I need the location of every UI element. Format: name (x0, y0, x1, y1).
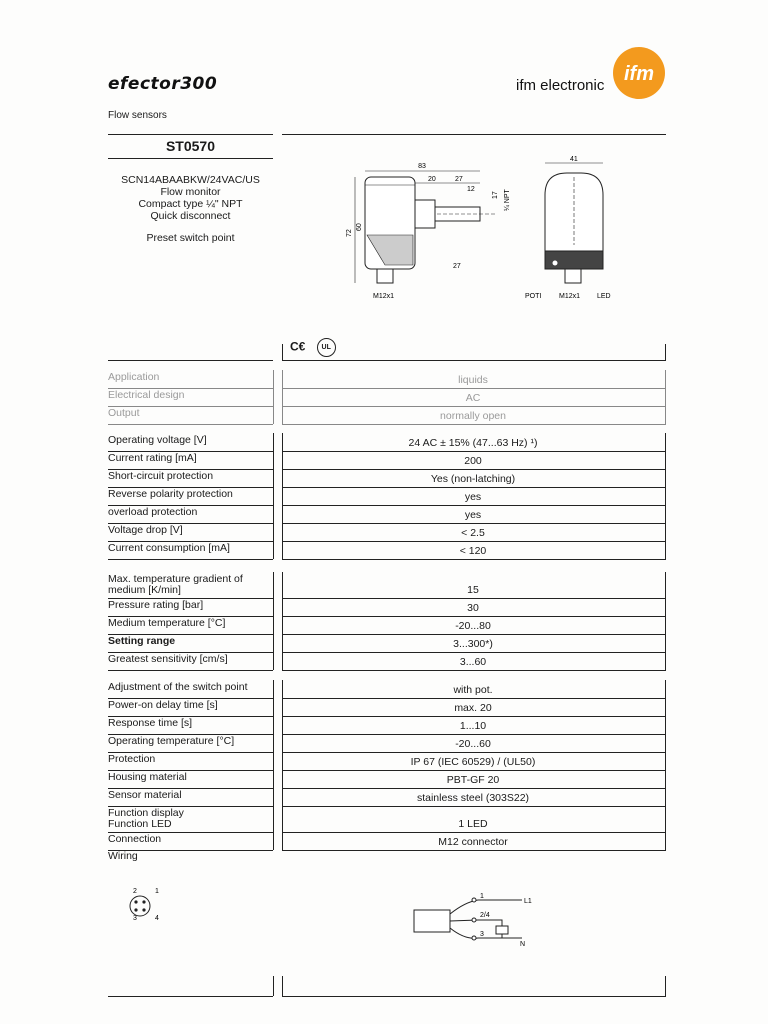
spec-label-text: Connection (108, 833, 162, 845)
spec-label (108, 390, 184, 401)
row-divider (282, 598, 666, 599)
row-divider (282, 698, 666, 699)
wiring-label: Wiring (108, 850, 138, 862)
dim-72: 72 (346, 229, 353, 237)
spec-value: 1 LED (458, 818, 488, 830)
dim-41: 41 (570, 156, 578, 163)
spec-label-text: Greatest sensitivity [cm/s] (108, 653, 228, 665)
row-divider (108, 559, 273, 560)
row-divider (282, 832, 666, 833)
spec-label-text: Pressure rating [bar] (108, 599, 204, 611)
spec-label (108, 618, 225, 629)
model-number: ST0570 (165, 138, 216, 154)
spec-label-text: Max. temperature gradient of (108, 573, 243, 585)
wire-2-4: 2/4 (480, 912, 490, 919)
spec-label (108, 808, 184, 830)
spec-label-text: Response time [s] (108, 717, 193, 729)
dim-20: 20 (428, 176, 436, 183)
row-divider (282, 806, 666, 807)
brand-logo: efector300 (108, 74, 218, 94)
row-divider (282, 770, 666, 771)
desc-line: Compact type ¼" NPT (138, 198, 243, 210)
row-divider (282, 469, 666, 470)
label-n: N (520, 941, 526, 948)
pin-3: 3 (133, 915, 137, 922)
row-divider (282, 541, 666, 542)
spec-value: PBT-GF 20 (446, 774, 500, 786)
spec-label (108, 471, 213, 482)
spec-label (108, 453, 197, 464)
spec-value: with pot. (453, 684, 493, 696)
spec-label-text: Short-circuit protection (108, 470, 214, 482)
spec-label-text: Housing material (108, 771, 187, 783)
wiring-diagram (410, 888, 540, 958)
spec-label (108, 654, 228, 665)
spec-value: 3...300*) (453, 638, 493, 650)
spec-value: IP 67 (IEC 60529) / (UL50) (410, 756, 536, 768)
spec-label-text: Function LED (108, 818, 172, 830)
certifications (290, 338, 336, 357)
pin-2: 2 (133, 888, 137, 895)
spec-label-text: Electrical design (108, 389, 185, 401)
spec-label (108, 700, 218, 711)
spec-value: yes (464, 491, 482, 503)
divider (108, 134, 273, 135)
spec-label (108, 682, 248, 693)
spec-label-text: Adjustment of the switch point (108, 681, 248, 693)
spec-label (108, 543, 230, 554)
spec-value: 30 (467, 602, 479, 614)
spec-label (108, 408, 140, 419)
row-divider (282, 487, 666, 488)
category-label: Flow sensors (108, 110, 167, 121)
dim-17: 17 (492, 191, 499, 199)
company-name: ifm electronic (516, 77, 605, 94)
spec-value: stainless steel (303S22) (416, 792, 530, 804)
desc-line: SCN14ABAABKW/24VAC/US (121, 174, 260, 186)
spec-value: M12 connector (438, 836, 508, 848)
spec-value: -20...80 (455, 620, 491, 632)
row-divider (282, 716, 666, 717)
spec-value: 1...10 (459, 720, 487, 732)
spec-label-text: Setting range (108, 635, 176, 647)
pin-4: 4 (155, 915, 159, 922)
spec-value: 3...60 (459, 656, 487, 668)
spec-label-text: Protection (108, 753, 156, 765)
spec-label (108, 790, 182, 801)
spec-label-text: Operating temperature [°C] (108, 735, 235, 747)
spec-label-text: Output (108, 407, 140, 419)
dim-wrench: 27 (453, 263, 461, 270)
spec-value: AC (465, 392, 481, 404)
label-poti: POTI (525, 293, 542, 300)
spec-value: 200 (464, 455, 482, 467)
spec-label (108, 718, 192, 729)
spec-label-text: Application (108, 371, 160, 383)
row-divider (282, 652, 666, 653)
spec-label-text: Function display (108, 807, 184, 819)
wire-1: 1 (480, 893, 484, 900)
divider (108, 158, 273, 159)
dim-npt: ¼ NPT (504, 189, 511, 211)
spec-label (108, 636, 175, 647)
spec-label-text: medium [K/min] (108, 584, 181, 596)
row-divider (108, 670, 273, 671)
spec-label-text: overload protection (108, 506, 198, 518)
label-m12-left: M12x1 (373, 293, 395, 300)
row-divider (282, 670, 666, 671)
product-description (108, 174, 273, 244)
row-divider (282, 424, 666, 425)
spec-label-text: Current rating [mA] (108, 452, 197, 464)
spec-value: 15 (467, 584, 479, 596)
spec-value: yes (464, 509, 482, 521)
spec-value: < 2.5 (461, 527, 485, 539)
desc-line: Quick disconnect (150, 210, 231, 222)
spec-value: -20...60 (455, 738, 491, 750)
label-l1: L1 (524, 898, 532, 905)
row-divider (282, 523, 666, 524)
dim-60: 60 (356, 223, 363, 231)
spec-value: 24 AC ± 15% (47...63 Hz) ¹) (408, 437, 538, 449)
spec-label-text: Medium temperature [°C] (108, 617, 226, 629)
divider (282, 134, 666, 135)
ul-mark-icon: UL (317, 338, 336, 357)
row-divider (282, 734, 666, 735)
spec-label (108, 435, 207, 446)
dim-27: 27 (455, 176, 463, 183)
row-divider (282, 451, 666, 452)
spec-label (108, 489, 233, 500)
row-divider (282, 505, 666, 506)
spec-label-text: Current consumption [mA] (108, 542, 230, 554)
spec-label (108, 834, 161, 845)
row-divider (282, 616, 666, 617)
spec-label (108, 574, 243, 596)
desc-line: Flow monitor (160, 186, 221, 198)
spec-label (108, 525, 183, 536)
svg-text:ifm: ifm (624, 63, 654, 85)
spec-label (108, 772, 187, 783)
pin-diagram (128, 886, 168, 922)
wire-3: 3 (480, 931, 484, 938)
row-divider (282, 559, 666, 560)
label-led: LED (597, 293, 611, 300)
spec-value: < 120 (459, 545, 487, 557)
spec-label (108, 507, 197, 518)
ce-mark-icon: C€ (290, 339, 306, 354)
ifm-logo (612, 46, 666, 100)
spec-label (108, 754, 155, 765)
spec-label-text: Reverse polarity protection (108, 488, 233, 500)
row-divider (282, 752, 666, 753)
row-divider (108, 424, 273, 425)
spec-value: normally open (440, 410, 506, 422)
spec-label (108, 600, 203, 611)
spec-value: Yes (non-latching) (430, 473, 516, 485)
dim-83: 83 (418, 163, 426, 170)
spec-label-text: Operating voltage [V] (108, 434, 207, 446)
preset-note: Preset switch point (146, 232, 235, 244)
row-divider (282, 388, 666, 389)
spec-label (108, 372, 159, 383)
label-m12-right: M12x1 (559, 293, 581, 300)
pin-1: 1 (155, 888, 159, 895)
spec-label-text: Voltage drop [V] (108, 524, 183, 536)
spec-label (108, 736, 234, 747)
row-divider (282, 788, 666, 789)
row-divider (282, 850, 666, 851)
row-divider (282, 634, 666, 635)
spec-value: liquids (458, 374, 488, 386)
spec-value: max. 20 (454, 702, 492, 714)
dim-12: 12 (467, 186, 475, 193)
row-divider (282, 406, 666, 407)
spec-label-text: Sensor material (108, 789, 182, 801)
spec-label-text: Power-on delay time [s] (108, 699, 218, 711)
technical-drawing (325, 155, 625, 305)
